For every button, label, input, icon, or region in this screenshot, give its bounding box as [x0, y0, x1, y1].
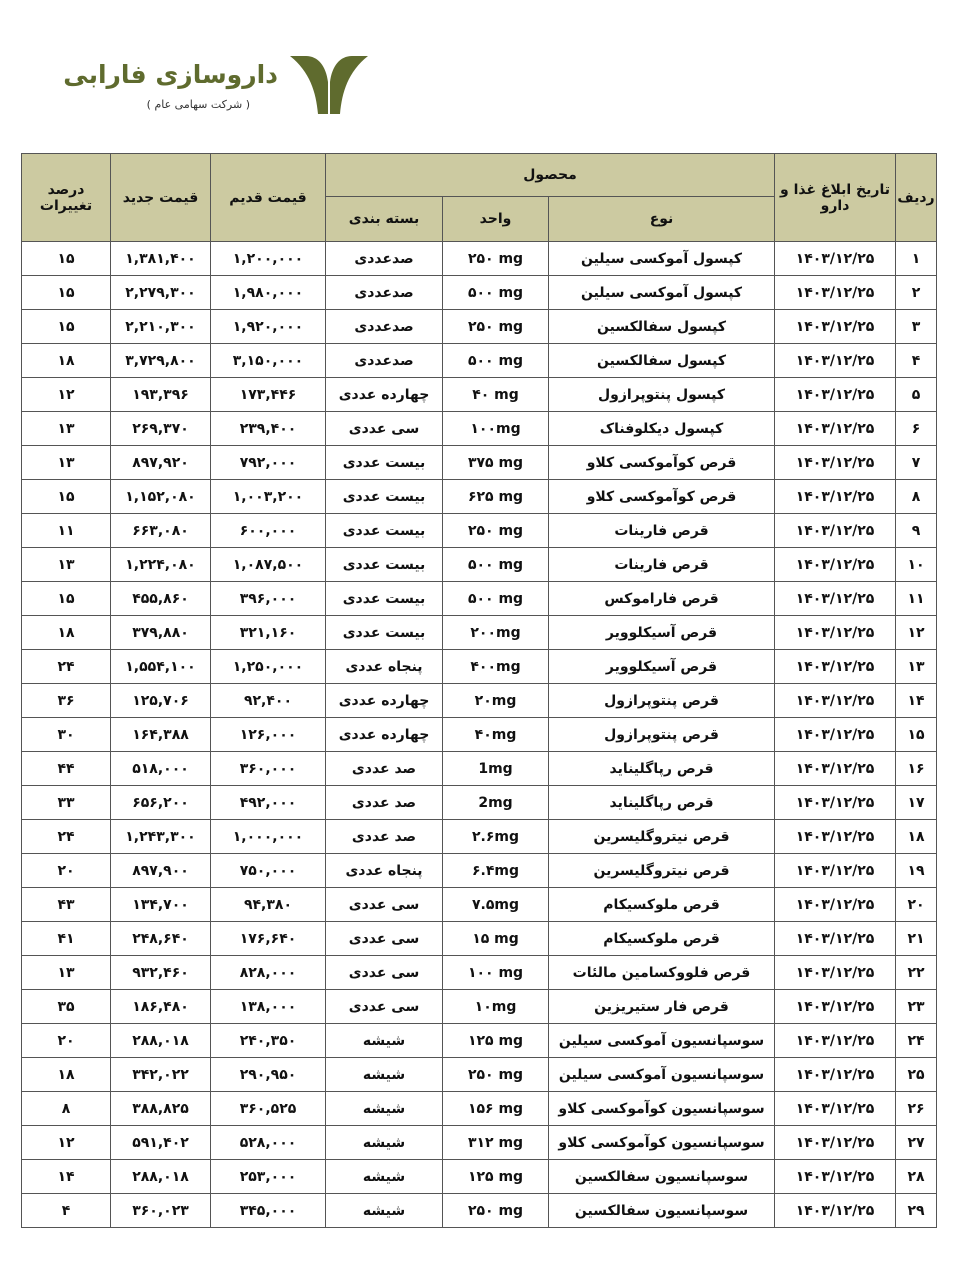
cell-new-price: ۵۹۱,۴۰۲ — [111, 1126, 211, 1160]
cell-new-price: ۱۲۵,۷۰۶ — [111, 684, 211, 718]
cell-type: کپسول آموکسی سیلین — [549, 242, 775, 276]
cell-package: صد عددی — [326, 820, 443, 854]
cell-new-price: ۳۴۲,۰۲۲ — [111, 1058, 211, 1092]
cell-unit: 1mg — [443, 752, 549, 786]
row-number: ۱۷ — [896, 786, 937, 820]
cell-unit: ۵۰۰ mg — [443, 276, 549, 310]
table-row — [22, 582, 937, 616]
cell-change-percent: ۴۱ — [22, 922, 111, 956]
cell-new-price: ۳۶۰,۰۲۳ — [111, 1194, 211, 1228]
row-number: ۱۶ — [896, 752, 937, 786]
cell-change-percent: ۱۵ — [22, 480, 111, 514]
cell-change-percent: ۲۴ — [22, 650, 111, 684]
cell-date: ۱۴۰۳/۱۲/۲۵ — [775, 480, 896, 514]
cell-date: ۱۴۰۳/۱۲/۲۵ — [775, 310, 896, 344]
cell-old-price: ۷۵۰,۰۰۰ — [211, 854, 326, 888]
cell-change-percent: ۱۲ — [22, 378, 111, 412]
cell-unit: ۵۰۰ mg — [443, 548, 549, 582]
cell-date: ۱۴۰۳/۱۲/۲۵ — [775, 242, 896, 276]
cell-new-price: ۱,۱۵۲,۰۸۰ — [111, 480, 211, 514]
cell-unit: ۴۰۰mg — [443, 650, 549, 684]
cell-unit: ۱۰۰mg — [443, 412, 549, 446]
cell-change-percent: ۱۴ — [22, 1160, 111, 1194]
table-row — [22, 854, 937, 888]
table-row — [22, 514, 937, 548]
row-number: ۱۳ — [896, 650, 937, 684]
table-row — [22, 616, 937, 650]
cell-unit: ۱۵ mg — [443, 922, 549, 956]
table-row — [22, 1194, 937, 1228]
cell-date: ۱۴۰۳/۱۲/۲۵ — [775, 1160, 896, 1194]
cell-unit: ۳۱۲ mg — [443, 1126, 549, 1160]
cell-package: سی عددی — [326, 990, 443, 1024]
cell-date: ۱۴۰۳/۱۲/۲۵ — [775, 684, 896, 718]
row-number: ۱۲ — [896, 616, 937, 650]
table-row — [22, 888, 937, 922]
cell-old-price: ۳۶۰,۰۰۰ — [211, 752, 326, 786]
cell-package: چهارده عددی — [326, 684, 443, 718]
cell-unit: ۵۰۰ mg — [443, 582, 549, 616]
cell-old-price: ۱۷۳,۴۴۶ — [211, 378, 326, 412]
cell-date: ۱۴۰۳/۱۲/۲۵ — [775, 650, 896, 684]
cell-new-price: ۱,۲۴۳,۳۰۰ — [111, 820, 211, 854]
table-row — [22, 242, 937, 276]
cell-change-percent: ۱۸ — [22, 616, 111, 650]
cell-package: بیست عددی — [326, 582, 443, 616]
cell-type: قرص کوآموکسی کلاو — [549, 446, 775, 480]
cell-type: قرص فاراموکس — [549, 582, 775, 616]
cell-old-price: ۲۵۳,۰۰۰ — [211, 1160, 326, 1194]
cell-package: بیست عددی — [326, 616, 443, 650]
cell-date: ۱۴۰۳/۱۲/۲۵ — [775, 378, 896, 412]
cell-change-percent: ۱۵ — [22, 310, 111, 344]
cell-change-percent: ۴۴ — [22, 752, 111, 786]
table-row — [22, 446, 937, 480]
table-row — [22, 1058, 937, 1092]
cell-old-price: ۳۲۱,۱۶۰ — [211, 616, 326, 650]
cell-old-price: ۲۴۰,۳۵۰ — [211, 1024, 326, 1058]
row-number: ۱۴ — [896, 684, 937, 718]
row-number: ۲۸ — [896, 1160, 937, 1194]
header-package: بسته بندی — [326, 197, 443, 242]
row-number: ۹ — [896, 514, 937, 548]
cell-date: ۱۴۰۳/۱۲/۲۵ — [775, 582, 896, 616]
cell-old-price: ۱,۰۰۰,۰۰۰ — [211, 820, 326, 854]
cell-change-percent: ۱۸ — [22, 344, 111, 378]
cell-new-price: ۴۵۵,۸۶۰ — [111, 582, 211, 616]
cell-new-price: ۶۶۳,۰۸۰ — [111, 514, 211, 548]
cell-change-percent: ۳۵ — [22, 990, 111, 1024]
cell-old-price: ۱۷۶,۶۴۰ — [211, 922, 326, 956]
row-number: ۱۵ — [896, 718, 937, 752]
cell-new-price: ۸۹۷,۹۲۰ — [111, 446, 211, 480]
cell-change-percent: ۲۴ — [22, 820, 111, 854]
table-row — [22, 922, 937, 956]
cell-unit: ۲۰۰mg — [443, 616, 549, 650]
table-row — [22, 650, 937, 684]
price-table — [21, 153, 937, 1228]
cell-old-price: ۱,۲۵۰,۰۰۰ — [211, 650, 326, 684]
cell-change-percent: ۱۵ — [22, 276, 111, 310]
cell-package: صدعددی — [326, 310, 443, 344]
logo-company-name: داروسازی فارابی — [63, 60, 278, 89]
row-number: ۶ — [896, 412, 937, 446]
table-row — [22, 1126, 937, 1160]
cell-date: ۱۴۰۳/۱۲/۲۵ — [775, 1024, 896, 1058]
cell-unit: ۴۰mg — [443, 718, 549, 752]
row-number: ۴ — [896, 344, 937, 378]
table-row — [22, 956, 937, 990]
company-logo — [63, 52, 370, 122]
cell-change-percent: ۱۵ — [22, 582, 111, 616]
cell-package: سی عددی — [326, 922, 443, 956]
cell-type: قرص نیتروگلیسرین — [549, 854, 775, 888]
cell-date: ۱۴۰۳/۱۲/۲۵ — [775, 344, 896, 378]
cell-old-price: ۲۹۰,۹۵۰ — [211, 1058, 326, 1092]
cell-date: ۱۴۰۳/۱۲/۲۵ — [775, 718, 896, 752]
cell-type: قرص ملوکسیکام — [549, 888, 775, 922]
cell-change-percent: ۳۶ — [22, 684, 111, 718]
cell-new-price: ۱,۵۵۴,۱۰۰ — [111, 650, 211, 684]
cell-change-percent: ۱۲ — [22, 1126, 111, 1160]
cell-unit: ۱۲۵ mg — [443, 1024, 549, 1058]
cell-change-percent: ۳۰ — [22, 718, 111, 752]
cell-old-price: ۹۲,۴۰۰ — [211, 684, 326, 718]
cell-unit: ۱۲۵ mg — [443, 1160, 549, 1194]
cell-old-price: ۱۳۸,۰۰۰ — [211, 990, 326, 1024]
cell-old-price: ۳۶۰,۵۲۵ — [211, 1092, 326, 1126]
logo-mark-icon — [288, 52, 370, 116]
table-body — [22, 242, 937, 1228]
table-row — [22, 1092, 937, 1126]
cell-unit: ۱۰mg — [443, 990, 549, 1024]
cell-type: قرص فارینات — [549, 514, 775, 548]
cell-change-percent: ۱۳ — [22, 956, 111, 990]
logo-subtitle: ( شرکت سهامی عام ) — [146, 98, 250, 111]
cell-unit: ۶۲۵ mg — [443, 480, 549, 514]
cell-unit: ۱۰۰ mg — [443, 956, 549, 990]
cell-type: قرص فلووکسامین مالئات — [549, 956, 775, 990]
cell-date: ۱۴۰۳/۱۲/۲۵ — [775, 888, 896, 922]
row-number: ۲۴ — [896, 1024, 937, 1058]
table-row — [22, 412, 937, 446]
cell-change-percent: ۸ — [22, 1092, 111, 1126]
cell-change-percent: ۴۳ — [22, 888, 111, 922]
cell-package: شیشه — [326, 1092, 443, 1126]
cell-type: کپسول دیکلوفناک — [549, 412, 775, 446]
row-number: ۲۲ — [896, 956, 937, 990]
cell-new-price: ۱۹۳,۳۹۶ — [111, 378, 211, 412]
cell-change-percent: ۱۵ — [22, 242, 111, 276]
table-row — [22, 480, 937, 514]
cell-type: قرص رپاگلیناید — [549, 752, 775, 786]
cell-package: چهارده عددی — [326, 718, 443, 752]
cell-package: بیست عددی — [326, 548, 443, 582]
header-product: محصول — [326, 154, 775, 197]
cell-unit: ۲.۶mg — [443, 820, 549, 854]
cell-new-price: ۵۱۸,۰۰۰ — [111, 752, 211, 786]
cell-type: قرص آسیکلوویر — [549, 616, 775, 650]
cell-date: ۱۴۰۳/۱۲/۲۵ — [775, 276, 896, 310]
cell-new-price: ۱۶۴,۳۸۸ — [111, 718, 211, 752]
cell-type: قرص فار ستیریزین — [549, 990, 775, 1024]
cell-old-price: ۱,۰۸۷,۵۰۰ — [211, 548, 326, 582]
cell-package: صدعددی — [326, 242, 443, 276]
cell-type: کپسول سفالکسین — [549, 344, 775, 378]
cell-old-price: ۱,۹۸۰,۰۰۰ — [211, 276, 326, 310]
cell-unit: ۷.۵mg — [443, 888, 549, 922]
cell-new-price: ۳,۷۲۹,۸۰۰ — [111, 344, 211, 378]
cell-date: ۱۴۰۳/۱۲/۲۵ — [775, 1092, 896, 1126]
cell-old-price: ۹۴,۳۸۰ — [211, 888, 326, 922]
cell-date: ۱۴۰۳/۱۲/۲۵ — [775, 412, 896, 446]
header-unit: واحد — [443, 197, 549, 242]
table-row — [22, 344, 937, 378]
cell-package: بیست عددی — [326, 514, 443, 548]
cell-type: کپسول سفالکسین — [549, 310, 775, 344]
cell-package: صد عددی — [326, 786, 443, 820]
cell-unit: ۳۷۵ mg — [443, 446, 549, 480]
cell-old-price: ۵۲۸,۰۰۰ — [211, 1126, 326, 1160]
cell-type: قرص نیتروگلیسرین — [549, 820, 775, 854]
cell-type: قرص آسیکلوویر — [549, 650, 775, 684]
cell-unit: ۱۵۶ mg — [443, 1092, 549, 1126]
cell-date: ۱۴۰۳/۱۲/۲۵ — [775, 514, 896, 548]
cell-type: کپسول آموکسی سیلین — [549, 276, 775, 310]
cell-date: ۱۴۰۳/۱۲/۲۵ — [775, 854, 896, 888]
cell-package: پنجاه عددی — [326, 650, 443, 684]
cell-old-price: ۱,۲۰۰,۰۰۰ — [211, 242, 326, 276]
cell-type: قرص فارینات — [549, 548, 775, 582]
cell-date: ۱۴۰۳/۱۲/۲۵ — [775, 820, 896, 854]
header-new-price: قیمت جدید — [111, 154, 211, 242]
row-number: ۲۰ — [896, 888, 937, 922]
cell-new-price: ۸۹۷,۹۰۰ — [111, 854, 211, 888]
table-row — [22, 990, 937, 1024]
header-row-number: ردیف — [896, 154, 937, 242]
cell-date: ۱۴۰۳/۱۲/۲۵ — [775, 922, 896, 956]
cell-unit: ۴۰ mg — [443, 378, 549, 412]
row-number: ۱ — [896, 242, 937, 276]
cell-package: شیشه — [326, 1024, 443, 1058]
table-row — [22, 684, 937, 718]
cell-unit: ۲۵۰ mg — [443, 1194, 549, 1228]
row-number: ۲۶ — [896, 1092, 937, 1126]
cell-new-price: ۲,۲۷۹,۳۰۰ — [111, 276, 211, 310]
cell-unit: ۵۰۰ mg — [443, 344, 549, 378]
row-number: ۲۹ — [896, 1194, 937, 1228]
cell-date: ۱۴۰۳/۱۲/۲۵ — [775, 616, 896, 650]
row-number: ۳ — [896, 310, 937, 344]
table-row — [22, 786, 937, 820]
cell-unit: ۲۵۰ mg — [443, 242, 549, 276]
row-number: ۲ — [896, 276, 937, 310]
row-number: ۵ — [896, 378, 937, 412]
cell-change-percent: ۱۳ — [22, 548, 111, 582]
cell-new-price: ۲۶۹,۳۷۰ — [111, 412, 211, 446]
cell-new-price: ۲۸۸,۰۱۸ — [111, 1160, 211, 1194]
cell-new-price: ۲۸۸,۰۱۸ — [111, 1024, 211, 1058]
cell-old-price: ۱۲۶,۰۰۰ — [211, 718, 326, 752]
cell-type: سوسپانسیون کوآموکسی کلاو — [549, 1126, 775, 1160]
cell-package: شیشه — [326, 1058, 443, 1092]
cell-old-price: ۸۲۸,۰۰۰ — [211, 956, 326, 990]
cell-change-percent: ۱۱ — [22, 514, 111, 548]
cell-type: قرص کوآموکسی کلاو — [549, 480, 775, 514]
row-number: ۷ — [896, 446, 937, 480]
cell-package: صدعددی — [326, 344, 443, 378]
cell-change-percent: ۴ — [22, 1194, 111, 1228]
cell-new-price: ۶۵۶,۲۰۰ — [111, 786, 211, 820]
table-row — [22, 718, 937, 752]
table-row — [22, 752, 937, 786]
table-row — [22, 276, 937, 310]
cell-type: کپسول پنتوپرازول — [549, 378, 775, 412]
cell-change-percent: ۱۸ — [22, 1058, 111, 1092]
cell-new-price: ۳۸۸,۸۲۵ — [111, 1092, 211, 1126]
cell-package: بیست عددی — [326, 446, 443, 480]
row-number: ۱۰ — [896, 548, 937, 582]
table-row — [22, 820, 937, 854]
row-number: ۱۸ — [896, 820, 937, 854]
cell-type: قرص پنتوپرازول — [549, 684, 775, 718]
cell-unit: 2mg — [443, 786, 549, 820]
cell-unit: ۶.۴mg — [443, 854, 549, 888]
cell-type: سوسپانسیون آموکسی سیلین — [549, 1058, 775, 1092]
cell-package: شیشه — [326, 1194, 443, 1228]
cell-old-price: ۴۹۲,۰۰۰ — [211, 786, 326, 820]
cell-package: شیشه — [326, 1160, 443, 1194]
cell-new-price: ۳۷۹,۸۸۰ — [111, 616, 211, 650]
table-row — [22, 378, 937, 412]
cell-date: ۱۴۰۳/۱۲/۲۵ — [775, 786, 896, 820]
cell-change-percent: ۲۰ — [22, 854, 111, 888]
cell-change-percent: ۲۰ — [22, 1024, 111, 1058]
cell-change-percent: ۱۳ — [22, 446, 111, 480]
table-row — [22, 1160, 937, 1194]
cell-type: سوسپانسیون سفالکسین — [549, 1194, 775, 1228]
cell-package: بیست عددی — [326, 480, 443, 514]
cell-date: ۱۴۰۳/۱۲/۲۵ — [775, 956, 896, 990]
row-number: ۱۹ — [896, 854, 937, 888]
cell-old-price: ۳,۱۵۰,۰۰۰ — [211, 344, 326, 378]
header-old-price: قیمت قدیم — [211, 154, 326, 242]
cell-old-price: ۷۹۲,۰۰۰ — [211, 446, 326, 480]
cell-unit: ۲۰mg — [443, 684, 549, 718]
cell-unit: ۲۵۰ mg — [443, 310, 549, 344]
header-change-percent: درصد تغییرات — [22, 154, 111, 242]
cell-new-price: ۲,۲۱۰,۳۰۰ — [111, 310, 211, 344]
header-date: تاریخ ابلاغ غذا و دارو — [775, 154, 896, 242]
header-type: نوع — [549, 197, 775, 242]
cell-new-price: ۲۴۸,۶۴۰ — [111, 922, 211, 956]
cell-date: ۱۴۰۳/۱۲/۲۵ — [775, 548, 896, 582]
cell-new-price: ۱۳۴,۷۰۰ — [111, 888, 211, 922]
row-number: ۱۱ — [896, 582, 937, 616]
cell-new-price: ۱,۳۸۱,۴۰۰ — [111, 242, 211, 276]
cell-change-percent: ۳۳ — [22, 786, 111, 820]
table-row — [22, 1024, 937, 1058]
cell-type: سوسپانسیون سفالکسین — [549, 1160, 775, 1194]
cell-package: شیشه — [326, 1126, 443, 1160]
cell-old-price: ۶۰۰,۰۰۰ — [211, 514, 326, 548]
cell-new-price: ۹۳۲,۴۶۰ — [111, 956, 211, 990]
cell-date: ۱۴۰۳/۱۲/۲۵ — [775, 1194, 896, 1228]
cell-package: سی عددی — [326, 412, 443, 446]
cell-unit: ۲۵۰ mg — [443, 1058, 549, 1092]
row-number: ۲۳ — [896, 990, 937, 1024]
row-number: ۸ — [896, 480, 937, 514]
cell-package: سی عددی — [326, 956, 443, 990]
cell-new-price: ۱۸۶,۴۸۰ — [111, 990, 211, 1024]
row-number: ۲۷ — [896, 1126, 937, 1160]
cell-old-price: ۳۴۵,۰۰۰ — [211, 1194, 326, 1228]
cell-unit: ۲۵۰ mg — [443, 514, 549, 548]
cell-change-percent: ۱۳ — [22, 412, 111, 446]
cell-type: قرص پنتوپرازول — [549, 718, 775, 752]
cell-old-price: ۲۳۹,۴۰۰ — [211, 412, 326, 446]
row-number: ۲۱ — [896, 922, 937, 956]
cell-type: سوسپانسیون کوآموکسی کلاو — [549, 1092, 775, 1126]
cell-date: ۱۴۰۳/۱۲/۲۵ — [775, 752, 896, 786]
table-row — [22, 310, 937, 344]
cell-package: سی عددی — [326, 888, 443, 922]
cell-date: ۱۴۰۳/۱۲/۲۵ — [775, 1058, 896, 1092]
cell-type: سوسپانسیون آموکسی سیلین — [549, 1024, 775, 1058]
cell-package: صدعددی — [326, 276, 443, 310]
table-row — [22, 548, 937, 582]
cell-old-price: ۱,۹۲۰,۰۰۰ — [211, 310, 326, 344]
cell-old-price: ۱,۰۰۳,۲۰۰ — [211, 480, 326, 514]
cell-package: پنجاه عددی — [326, 854, 443, 888]
cell-type: قرص رپاگلیناید — [549, 786, 775, 820]
cell-date: ۱۴۰۳/۱۲/۲۵ — [775, 990, 896, 1024]
cell-old-price: ۳۹۶,۰۰۰ — [211, 582, 326, 616]
cell-new-price: ۱,۲۲۴,۰۸۰ — [111, 548, 211, 582]
cell-type: قرص ملوکسیکام — [549, 922, 775, 956]
row-number: ۲۵ — [896, 1058, 937, 1092]
cell-package: صد عددی — [326, 752, 443, 786]
cell-package: چهارده عددی — [326, 378, 443, 412]
cell-date: ۱۴۰۳/۱۲/۲۵ — [775, 446, 896, 480]
cell-date: ۱۴۰۳/۱۲/۲۵ — [775, 1126, 896, 1160]
